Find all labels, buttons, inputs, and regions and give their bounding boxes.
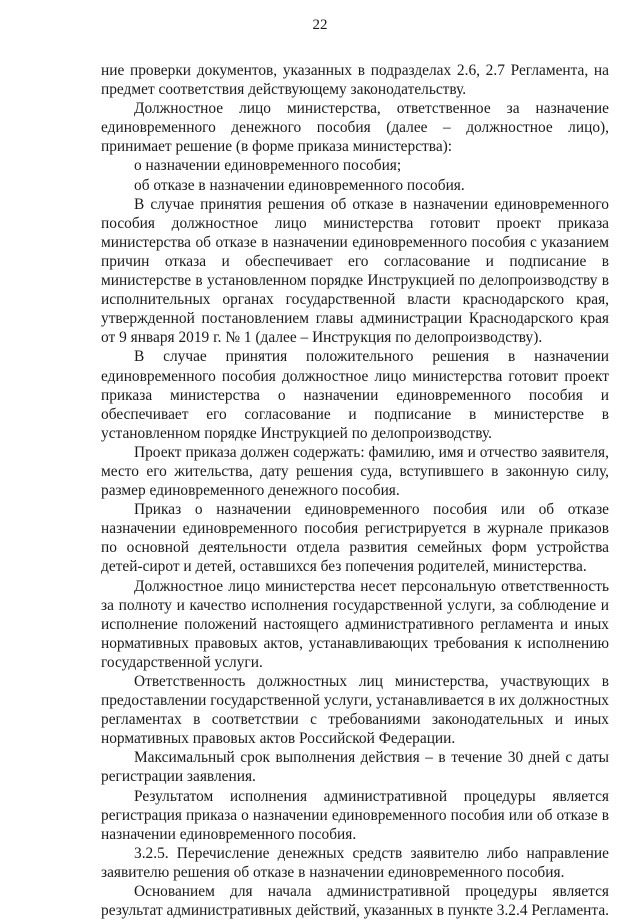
- paragraph: Ответственность должностных лиц министерства, участвующих в предоставлении государственной услуги, устанавливается в их должностных регламентах в соответствии с требованиями законодательных и иных нормативных правовых актов Российской Федерации.: [101, 673, 609, 748]
- paragraph: Основанием для начала административной процедуры является результат административных действий, указанных в пункте 3.2.4 Регламента.: [101, 883, 610, 920]
- paragraph: ние проверки документов, указанных в подразделах 2.6, 2.7 Регламента, на предмет соответствия действующему законодательству.: [101, 62, 609, 99]
- section-heading-paragraph: 3.2.5. Перечисление денежных средств заявителю либо направление заявителю решения об отказе в назначении единовременного пособия.: [101, 844, 609, 881]
- paragraph: Максимальный срок выполнения действия – в течение 30 дней с даты регистрации заявления.: [101, 749, 609, 786]
- paragraph: о назначении единовременного пособия;: [134, 157, 402, 175]
- paragraph: В случае принятия решения об отказе в назначении единовременного пособия должностное лицо министерства готовит проект приказа министерства об отказе в назначении единовременного пособия с указанием причин отказа и обеспечивает его согласование и подписание в министерстве в установленном порядке Инструкцией по делопроизводству в исполнительных органах государственной власти краснодарского края, утвержденной постановлением главы администрации Краснодарского края от 9 января 2019 г. № 1 (далее – Инструкция по делопроизводству).: [101, 195, 609, 347]
- paragraph: Должностное лицо министерства, ответственное за назначение единовременного денежного пособия (далее – должностное лицо), принимает решение (в форме приказа министерства):: [101, 100, 609, 156]
- paragraph: Проект приказа должен содержать: фамилию, имя и отчество заявителя, место его жительства, дату решения суда, вступившего в законную силу, размер единовременного денежного пособия.: [101, 443, 609, 500]
- paragraph: Результатом исполнения административной процедуры является регистрация приказа о назначении единовременного пособия или об отказе в назначении единовременного пособия.: [101, 787, 609, 843]
- page-number: 22: [312, 17, 328, 33]
- paragraph: Приказ о назначении единовременного пособия или об отказе назначении единовременного пособия регистрируется в журнале приказов по основной деятельности отдела развития семейных форм устройства детей-сирот и детей, оставшихся без попечения родителей, министерства.: [101, 501, 609, 576]
- paragraph: В случае принятия положительного решения в назначении единовременного пособия должностное лицо министерства готовит проект приказа министерства о назначении единовременного пособия и обеспечивает его согласование и подписание в министерстве в установленном порядке Инструкцией по делопроизводству.: [101, 348, 609, 442]
- paragraph: Должностное лицо министерства несет персональную ответственность за полноту и качество исполнения государственной услуги, за соблюдение и исполнение положений настоящего административного регламента и иных нормативных правовых актов, устанавливающих требования к исполнению государственной услуги.: [101, 577, 609, 671]
- paragraph: об отказе в назначении единовременного пособия.: [134, 176, 465, 194]
- document-body: [101, 61, 609, 920]
